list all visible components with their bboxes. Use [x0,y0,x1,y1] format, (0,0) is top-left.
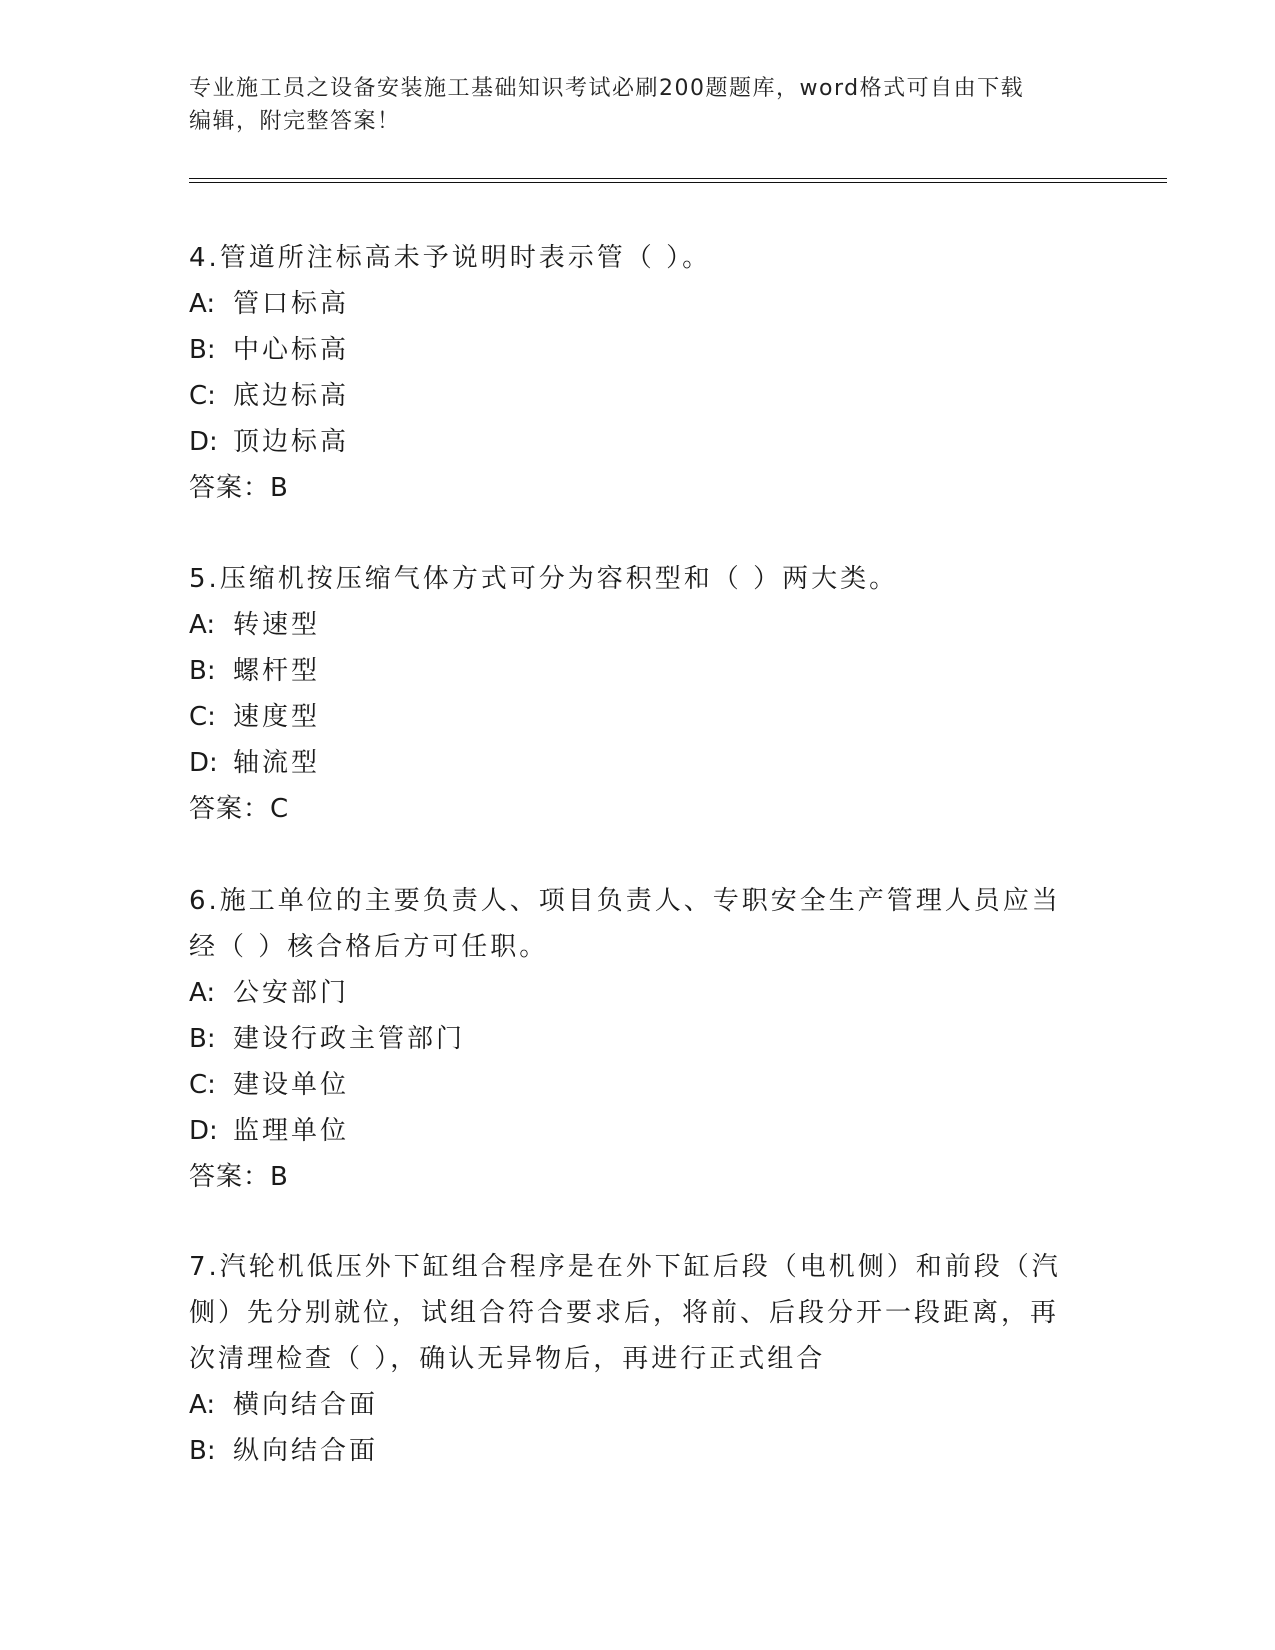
option-text: 轴流型 [233,748,321,778]
option-letter: C: [189,1070,216,1100]
option-text: 监理单位 [233,1116,350,1146]
option-c [189,1062,1089,1108]
question-7 [189,1244,1089,1474]
question-text-line-3: 次清理检查（ ），确认无异物后，再进行正式组合 [189,1344,826,1374]
option-text: 公安部门 [233,978,350,1008]
question-4 [189,235,1089,511]
option-text: 底边标高 [233,381,350,411]
header-line-1: 专业施工员之设备安装施工基础知识考试必刷200题题库，word格式可自由下载 [189,76,1025,101]
option-d [189,1108,1089,1154]
option-letter: B: [189,1436,216,1466]
answer-line: 答案：C [189,794,290,824]
option-b [189,1428,1089,1474]
option-letter: B: [189,335,216,365]
option-a [189,1382,1089,1428]
answer-line: 答案：B [189,1162,289,1192]
option-a [189,281,1089,327]
question-text-line-2: 经（ ）核合格后方可任职。 [189,932,549,962]
question-text-line-1: 7.汽轮机低压外下缸组合程序是在外下缸后段（电机侧）和前段（汽 [189,1252,1061,1282]
option-text: 管口标高 [233,289,350,319]
question-6 [189,878,1089,1200]
option-text: 建设单位 [233,1070,350,1100]
option-d [189,740,1089,786]
document-header [189,72,1089,138]
question-text-line-1: 6.施工单位的主要负责人、项目负责人、专职安全生产管理人员应当 [189,886,1061,916]
option-text: 转速型 [233,610,321,640]
option-c [189,373,1089,419]
option-text: 中心标高 [233,335,350,365]
option-text: 顶边标高 [233,427,350,457]
option-letter: A: [189,289,216,319]
option-letter: D: [189,748,218,778]
answer-line: 答案：B [189,473,289,503]
option-text: 建设行政主管部门 [233,1024,466,1054]
option-b [189,1016,1089,1062]
option-b [189,327,1089,373]
option-b [189,648,1089,694]
question-text: 4.管道所注标高未予说明时表示管（ ）。 [189,243,712,273]
option-letter: B: [189,1024,216,1054]
option-letter: A: [189,610,216,640]
option-letter: C: [189,381,216,411]
option-letter: B: [189,656,216,686]
option-letter: A: [189,978,216,1008]
option-letter: A: [189,1390,216,1420]
option-a [189,602,1089,648]
option-text: 横向结合面 [233,1390,379,1420]
option-text: 速度型 [233,702,321,732]
option-c [189,694,1089,740]
header-divider-bottom [189,182,1167,183]
question-5 [189,556,1089,832]
option-text: 螺杆型 [233,656,321,686]
option-a [189,970,1089,1016]
question-text-line-2: 侧）先分别就位，试组合符合要求后，将前、后段分开一段距离，再 [189,1298,1060,1328]
option-letter: D: [189,1116,218,1146]
option-text: 纵向结合面 [233,1436,379,1466]
header-divider-top [189,178,1167,179]
option-letter: C: [189,702,216,732]
option-d [189,419,1089,465]
option-letter: D: [189,427,218,457]
question-text: 5.压缩机按压缩气体方式可分为容积型和（ ）两大类。 [189,564,899,594]
header-line-2: 编辑，附完整答案！ [189,109,401,134]
